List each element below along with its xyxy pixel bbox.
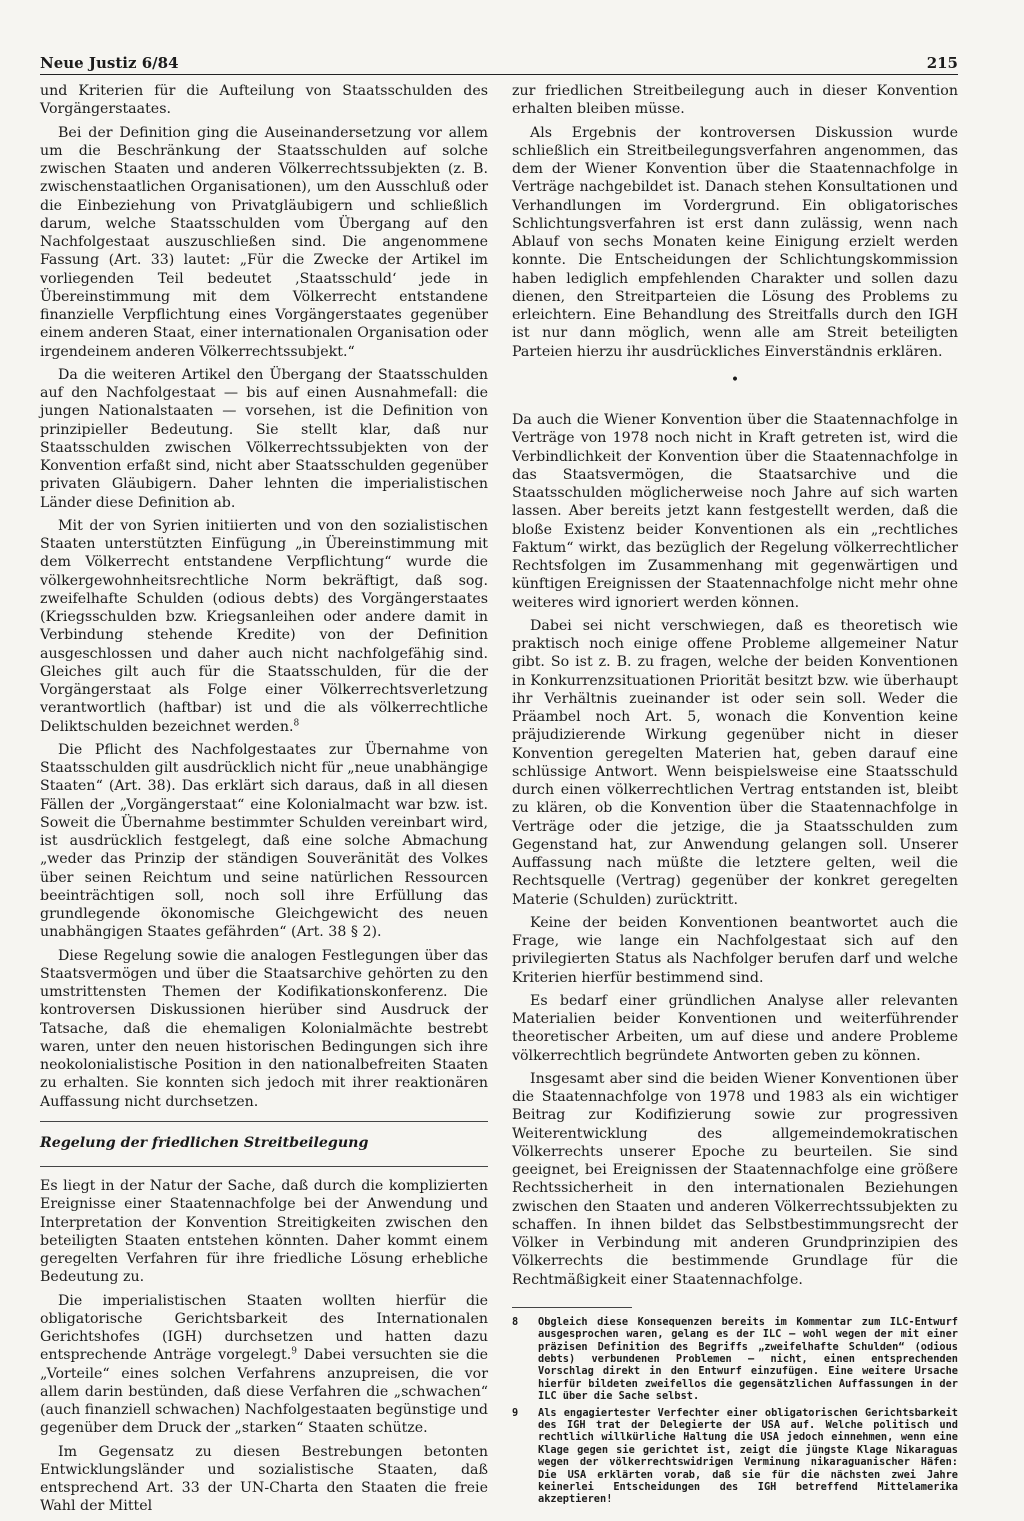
paragraph: Es bedarf einer gründlichen Analyse aller relevanten Materialien beider Konventionen und weiterführender theoretischer Arbeiten, um auf diese und andere Probleme völkerrechtlich begründete Antworten geben zu können. bbox=[512, 992, 958, 1064]
paragraph: Als Ergebnis der kontroversen Diskussion wurde schließlich ein Streitbeilegungsverfahren angenommen, das dem der Wiener Konvention über die Staatennachfolge in Verträge nachgebildet ist. Danach stehen Konsultationen und Verhandlungen im Vordergrund. Ein obligatorisches Schlichtungsverfahren ist erst dann zulässig, wenn nach Ablauf von sechs Monaten keine Einigung erzielt werden konnte. Die Entscheidungen der Schlichtungskommission haben lediglich empfehlenden Charakter und sollen dazu dienen, den Streitparteien die Lösung des Problems zu erleichtern. Eine Behandlung des Streitfalls durch den IGH ist nur dann möglich, wenn alle am Streit beteiligten Parteien hierzu ihr ausdrückliches Einverständnis erklären. bbox=[512, 124, 958, 360]
paragraph: Da die weiteren Artikel den Übergang der Staatsschulden auf den Nachfolgestaat — bis auf einen Ausnahmefall: die jungen Nationalstaaten — vorsehen, ist die Definition von prinzipieller Bedeutung. Sie stellt klar, daß nur Staatsschulden zwischen Völkerrechtssubjekten von der Konvention erfaßt sind, nicht aber Staatsschulden gegenüber privaten Gläubigern. Daher lehnten die imperialistischen Länder diese Definition ab. bbox=[40, 366, 488, 511]
paragraph: Diese Regelung sowie die analogen Festlegungen über das Staatsvermögen und über die Staatsarchive gehörten zu den umstrittensten Themen der Kodifikationskonferenz. Die kontroversen Diskussionen hierüber sind Ausdruck der Tatsache, daß die ehemaligen Kolonialmächte bestrebt waren, unter den neuen historischen Bedingungen sich ihre neokolonialistische Position in den nationalbefreiten Staaten zu erhalten. Sie konnten sich jedoch mit ihrer reaktionären Auffassung nicht durchsetzen. bbox=[40, 947, 488, 1110]
paragraph-text: Die imperialistischen Staaten wollten hierfür die obligatorische Gerichtsbarkeit des Internationalen Gerichtshofes (IGH) durchsetzen und hatten dazu entsprechende Anträge vorgelegt. bbox=[40, 1292, 488, 1364]
section-rule-top bbox=[40, 1121, 488, 1122]
section-separator-dot: • bbox=[730, 371, 740, 388]
section-rule-bottom bbox=[40, 1166, 488, 1167]
paragraph-with-footnote bbox=[40, 517, 488, 736]
paragraph: Bei der Definition ging die Auseinandersetzung vor allem um die Beschränkung der Staatsschulden auf solche zwischen Staaten und anderen Völkerrechtssubjekten (z. B. zwischenstaatlichen Organisationen), um den Ausschluß oder die Einbeziehung von Privatgläubigern und schließlich darum, welche Staatsschulden vom Übergang auf den Nachfolgestaat auszuschließen sind. Die angenommene Fassung (Art. 33) lautet: „Für die Zwecke der Artikel im vorliegenden Teil bedeutet ‚Staatsschuld‘ jede in Übereinstimmung mit dem Völkerrecht entstandene finanzielle Verpflichtung eines Vorgängerstaates gegenüber einem anderen Staat, einer internationalen Organisation oder irgendeinem anderen Völkerrechtssubjekt.“ bbox=[40, 124, 488, 360]
paragraph: Insgesamt aber sind die beiden Wiener Konventionen über die Staatennachfolge von 1978 und 1983 als ein wichtiger Beitrag zur Kodifizierung sowie zur progressiven Weiterentwicklung des allgemeindemokratischen Völkerrechts unserer Epoche zu beurteilen. Sie sind geeignet, bei Ereignissen der Staatennachfolge eine größere Rechtssicherheit in den internationalen Beziehungen zwischen den Staaten und anderen Völkerrechtssubjekten zu schaffen. In ihnen bildet das Selbstbestimmungsrecht der Völker in Verbindung mit anderen Grundprinzipien des Völkerrechts die bestimmende Grundlage für die Rechtmäßigkeit einer Staatennachfolge. bbox=[512, 1070, 958, 1288]
right-column bbox=[512, 82, 958, 1510]
paragraph-with-footnote bbox=[40, 1292, 488, 1438]
footnote-text: Als engagiertester Verfechter einer obligatorischen Gerichtsbarkeit des IGH trat der Delegierte der USA auf. Welche politisch und rechtlich willkürliche Haltung die USA jedoch einnehmen, wenn eine Klage gegen sie gerichtet ist, zeigt die jüngste Klage Nikaraguas wegen der völkerrechtswidrigen Verminung nikaraguanischer Häfen: Die USA erklärten vorab, daß sie für die nächsten zwei Jahre keinerlei Entscheidungen des IGH betreffend Mittelamerika akzeptieren! bbox=[538, 1406, 958, 1506]
paragraph: Keine der beiden Konventionen beantwortet auch die Frage, wie lange ein Nachfolgestaat sich auf den privilegierten Status als Nachfolger berufen darf und welche Kriterien hierfür bestimmend sind. bbox=[512, 914, 958, 986]
paragraph: zur friedlichen Streitbeilegung auch in dieser Konvention erhalten bleiben müsse. bbox=[512, 83, 958, 118]
left-column bbox=[40, 82, 488, 1521]
footnote-text: Obgleich diese Konsequenzen bereits im Kommentar zum ILC-Entwurf ausgesprochen waren, gelang es der ILC — wohl wegen der mit einer präzisen Definition des Begriffs „zweifelhafte Schulden“ (odious debts) verbundenen Problemen — nicht, einen entsprechenden Vorschlag direkt in den Entwurf einzufügen. Eine weitere Ursache hierfür bildeten zweifellos die gegensätzlichen Auffassungen in der ILC über die Sache selbst. bbox=[538, 1315, 958, 1403]
paragraph: Die Pflicht des Nachfolgestaates zur Übernahme von Staatsschulden gilt ausdrücklich nicht für „neue unabhängige Staaten“ (Art. 38). Das erklärt sich daraus, daß in all diesen Fällen der „Vorgängerstaat“ eine Kolonialmacht war bzw. ist. Soweit die Übernahme bestimmter Schulden vereinbart wird, ist ausdrücklich festgelegt, daß eine solche Abmachung „weder das Prinzip der ständigen Souveränität des Volkes über seinen Reichtum und seine natürlichen Ressourcen beeinträchtigen soll, noch soll ihre Erfüllung das grundlegende ökonomische Gleichgewicht des neuen unabhängigen Staates gefährden“ (Art. 38 § 2). bbox=[40, 741, 488, 941]
footnote-ref-8[interactable]: 8 bbox=[293, 717, 300, 728]
paragraph: und Kriterien für die Aufteilung von Staatsschulden des Vorgängerstaates. bbox=[40, 83, 488, 118]
paragraph-text: Mit der von Syrien initiierten und von den sozialistischen Staaten unterstützten Einfügung „in Übereinstimmung mit dem Völkerrecht entstandene Verpflichtung“ wurde die völkergewohnheitsrechtliche Norm bekräftigt, daß sog. zweifelhafte Schulden (odious debts) des Vorgängerstaates (Kriegsschulden bzw. Kriegsanleihen oder andere damit in Verbindung stehende Kredite) von der Definition ausgeschlossen und daher auch nicht nachfolgefähig sind. Gleiches gilt auch für die Staatsschulden, für die der Vorgängerstaat als Folge einer Völkerrechtsverletzung verantwortlich (haftbar) ist und die als völkerrechtliche Deliktschulden bezeichnet werden. bbox=[40, 517, 488, 735]
paragraph: Dabei sei nicht verschwiegen, daß es theoretisch wie praktisch noch einige offene Probleme allgemeiner Natur gibt. So ist z. B. zu fragen, welche der beiden Konventionen in Konkurrenzsituationen Priorität besitzt bzw. wie überhaupt ihr Verhältnis zueinander ist oder sein soll. Weder die Präambel noch Art. 5, wonach die Konvention keine präjudizierende Wirkung gegenüber nicht in dieser Konvention geregelten Materien hat, geben darauf eine schlüssige Antwort. Wenn beispielsweise eine Staatsschuld durch einen völkerrechtlichen Vertrag entstanden ist, bleibt zu klären, ob die Konvention über die Staatennachfolge in Verträge oder die jetzige, die ja Staatsschulden zum Gegenstand hat, zur Anwendung gelangen soll. Unserer Auffassung nach müßte die letztere gelten, weil die Rechtsquelle (Vertrag) gegenüber der konkret geregelten Materie (Schulden) zurücktritt. bbox=[512, 617, 958, 908]
page-number: 215 bbox=[926, 54, 958, 72]
paragraph: Da auch die Wiener Konvention über die Staatennachfolge in Verträge von 1978 noch nicht in Kraft getreten ist, wird die Verbindlichkeit der Konvention über die Staatennachfolge in das Staatsvermögen, die Staatsarchive und die Staatsschulden möglicherweise noch Jahre auf sich warten lassen. Aber bereits jetzt kann festgestellt werden, daß die bloße Existenz beider Konventionen als ein „rechtliches Faktum“ wirkt, das bezüglich der Regelung völkerrechtlicher Rechtsfolgen im Zusammenhang mit gegenwärtigen und künftigen Ereignissen der Staatennachfolge nicht mehr ohne weiteres wird ignoriert werden können. bbox=[512, 412, 958, 611]
journal-issue: Neue Justiz 6/84 bbox=[40, 54, 179, 72]
footnote-8 bbox=[512, 1316, 958, 1403]
paragraph: Im Gegensatz zu diesen Bestrebungen betonten Entwicklungsländer und sozialistische Staaten, daß entsprechend Art. 33 der UN-Charta den Staaten die freie Wahl der Mittel bbox=[40, 1443, 488, 1515]
footnote-ref-9[interactable]: 9 bbox=[291, 1346, 297, 1357]
paragraph-text-continued: Dabei versuchten sie die „Vorteile“ eines solchen Verfahrens anzupreisen, die vor allem darin bestünden, daß diese Verfahren die „schwachen“ (auch finanziell schwachen) Nachfolgestaaten begünstige und gegenüber dem Druck der „starken“ Staaten schütze. bbox=[40, 1347, 488, 1437]
footnote-9 bbox=[512, 1407, 958, 1506]
footnote-number: 9 bbox=[512, 1406, 519, 1419]
footnote-number: 8 bbox=[512, 1315, 519, 1328]
paragraph: Es liegt in der Natur der Sache, daß durch die komplizierten Ereignisse einer Staatennachfolge bei der Anwendung und Interpretation der Konvention Streitigkeiten zwischen den beteiligten Staaten entstehen könnten. Daher kommt einem geregelten Verfahren für ihre friedliche Lösung erhebliche Bedeutung zu. bbox=[40, 1178, 488, 1286]
section-heading: Regelung der friedlichen Streitbeilegung bbox=[40, 1134, 369, 1151]
page-header bbox=[40, 52, 958, 75]
footnote-rule bbox=[512, 1307, 632, 1308]
